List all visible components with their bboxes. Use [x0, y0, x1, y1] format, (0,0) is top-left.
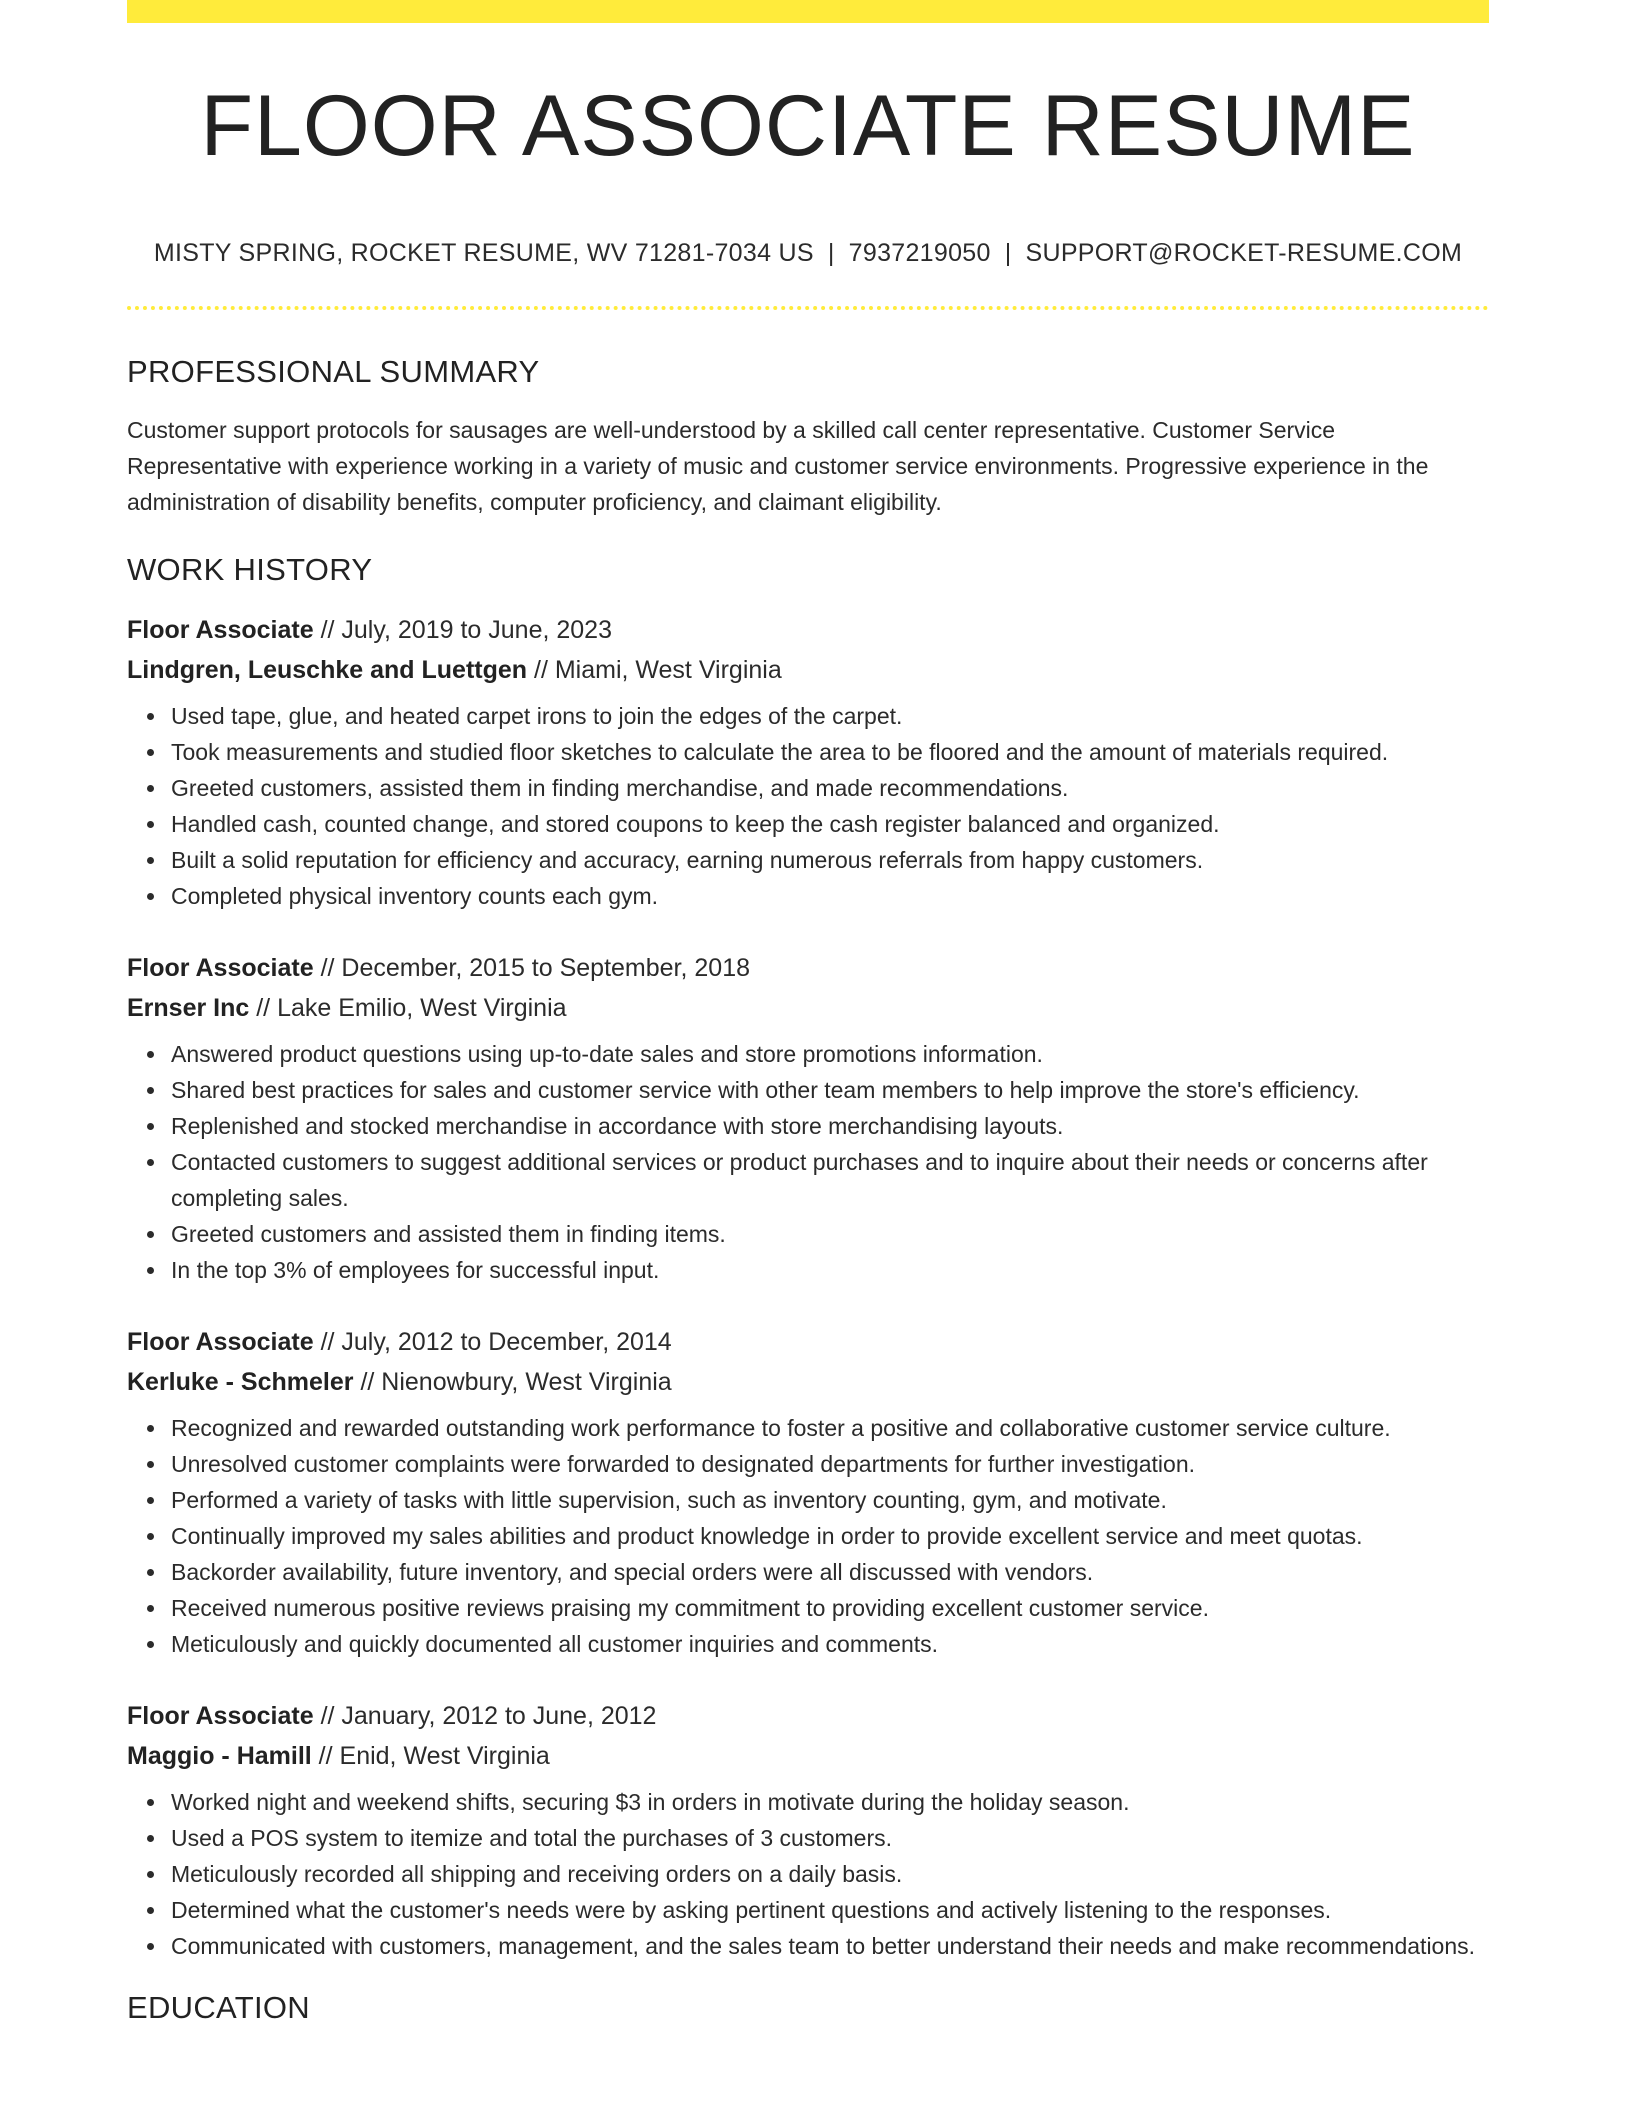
job-bullet: Greeted customers and assisted them in finding items. [171, 1216, 1489, 1252]
job-title-line [127, 1322, 1489, 1362]
job-entry [127, 610, 1489, 914]
job-title: Floor Associate [127, 1328, 314, 1356]
job-location: // Miami, West Virginia [527, 656, 782, 684]
work-history-list [127, 610, 1489, 1964]
job-bullet: Backorder availability, future inventory, and special orders were all discussed with vendors. [171, 1554, 1489, 1590]
job-title-line [127, 948, 1489, 988]
job-entry [127, 948, 1489, 1288]
job-bullet: Received numerous positive reviews praising my commitment to providing excellent customer service. [171, 1590, 1489, 1626]
job-bullet: Used tape, glue, and heated carpet irons to join the edges of the carpet. [171, 698, 1489, 734]
job-company-line [127, 1736, 1489, 1776]
job-bullet: Used a POS system to itemize and total the purchases of 3 customers. [171, 1820, 1489, 1856]
job-bullet: Communicated with customers, management, and the sales team to better understand their needs and make recommendations. [171, 1928, 1489, 1964]
job-bullet: Meticulously and quickly documented all customer inquiries and comments. [171, 1626, 1489, 1662]
job-location: // Nienowbury, West Virginia [353, 1368, 672, 1396]
job-title-line [127, 1696, 1489, 1736]
job-bullet: Contacted customers to suggest additional services or product purchases and to inquire about their needs or concerns after completing sales. [171, 1144, 1489, 1216]
job-company-line [127, 988, 1489, 1028]
job-bullet: Determined what the customer's needs were by asking pertinent questions and actively listening to the responses. [171, 1892, 1489, 1928]
job-bullet-list [127, 1784, 1489, 1964]
resume-page [127, 0, 1489, 2026]
job-bullet: Took measurements and studied floor sketches to calculate the area to be floored and the amount of materials required. [171, 734, 1489, 770]
job-dates: // December, 2015 to September, 2018 [313, 954, 751, 982]
job-company-line [127, 650, 1489, 690]
job-bullet: Greeted customers, assisted them in finding merchandise, and made recommendations. [171, 770, 1489, 806]
job-dates: // January, 2012 to June, 2012 [313, 1702, 657, 1730]
job-title: Floor Associate [127, 1702, 314, 1730]
job-bullet: Replenished and stocked merchandise in accordance with store merchandising layouts. [171, 1108, 1489, 1144]
job-title: Floor Associate [127, 616, 314, 644]
job-location: // Lake Emilio, West Virginia [249, 994, 567, 1022]
contact-line [127, 239, 1489, 268]
dotted-divider [127, 306, 1489, 310]
contact-address: MISTY SPRING, ROCKET RESUME, WV 71281-7034 US [153, 239, 814, 267]
job-bullet-list [127, 1036, 1489, 1288]
job-bullet: Shared best practices for sales and customer service with other team members to help improve the store's efficiency. [171, 1072, 1489, 1108]
resume-title: FLOOR ASSOCIATE RESUME [200, 78, 1416, 174]
contact-separator: | [827, 239, 835, 267]
job-bullet: Recognized and rewarded outstanding work performance to foster a positive and collaborative customer service culture. [171, 1410, 1489, 1446]
job-bullet: Answered product questions using up-to-date sales and store promotions information. [171, 1036, 1489, 1072]
job-company: Kerluke - Schmeler [127, 1368, 354, 1396]
job-bullet: Unresolved customer complaints were forwarded to designated departments for further investigation. [171, 1446, 1489, 1482]
education-heading: EDUCATION [127, 1990, 310, 2025]
top-accent-bar [127, 0, 1489, 23]
work-history-heading: WORK HISTORY [127, 552, 373, 587]
contact-separator: | [1004, 239, 1012, 267]
job-bullet: Handled cash, counted change, and stored coupons to keep the cash register balanced and organized. [171, 806, 1489, 842]
contact-phone: 7937219050 [848, 239, 991, 267]
job-title: Floor Associate [127, 954, 314, 982]
job-bullet-list [127, 1410, 1489, 1662]
job-bullet: Completed physical inventory counts each gym. [171, 878, 1489, 914]
job-dates: // July, 2012 to December, 2014 [313, 1328, 672, 1356]
job-dates: // July, 2019 to June, 2023 [313, 616, 612, 644]
job-company: Ernser Inc [127, 994, 250, 1022]
job-bullet: Meticulously recorded all shipping and receiving orders on a daily basis. [171, 1856, 1489, 1892]
job-bullet: Continually improved my sales abilities and product knowledge in order to provide excellent service and meet quotas. [171, 1518, 1489, 1554]
job-bullet: Worked night and weekend shifts, securing $3 in orders in motivate during the holiday season. [171, 1784, 1489, 1820]
job-company: Maggio - Hamill [127, 1742, 312, 1770]
job-bullet: In the top 3% of employees for successful input. [171, 1252, 1489, 1288]
summary-heading: PROFESSIONAL SUMMARY [127, 354, 540, 389]
job-company: Lindgren, Leuschke and Luettgen [127, 656, 528, 684]
job-title-line [127, 610, 1489, 650]
job-bullet: Built a solid reputation for efficiency and accuracy, earning numerous referrals from happy customers. [171, 842, 1489, 878]
contact-email: SUPPORT@ROCKET-RESUME.COM [1025, 239, 1463, 267]
job-entry [127, 1696, 1489, 1964]
job-company-line [127, 1362, 1489, 1402]
job-location: // Enid, West Virginia [311, 1742, 550, 1770]
job-entry [127, 1322, 1489, 1662]
job-bullet: Performed a variety of tasks with little supervision, such as inventory counting, gym, and motivate. [171, 1482, 1489, 1518]
summary-text: Customer support protocols for sausages are well-understood by a skilled call center representative. Customer Service Representative with experience working in a variety of music and customer service environments. Progressive experience in the administration of disability benefits, computer proficiency, and claimant eligibility. [127, 417, 1429, 515]
job-bullet-list [127, 698, 1489, 914]
